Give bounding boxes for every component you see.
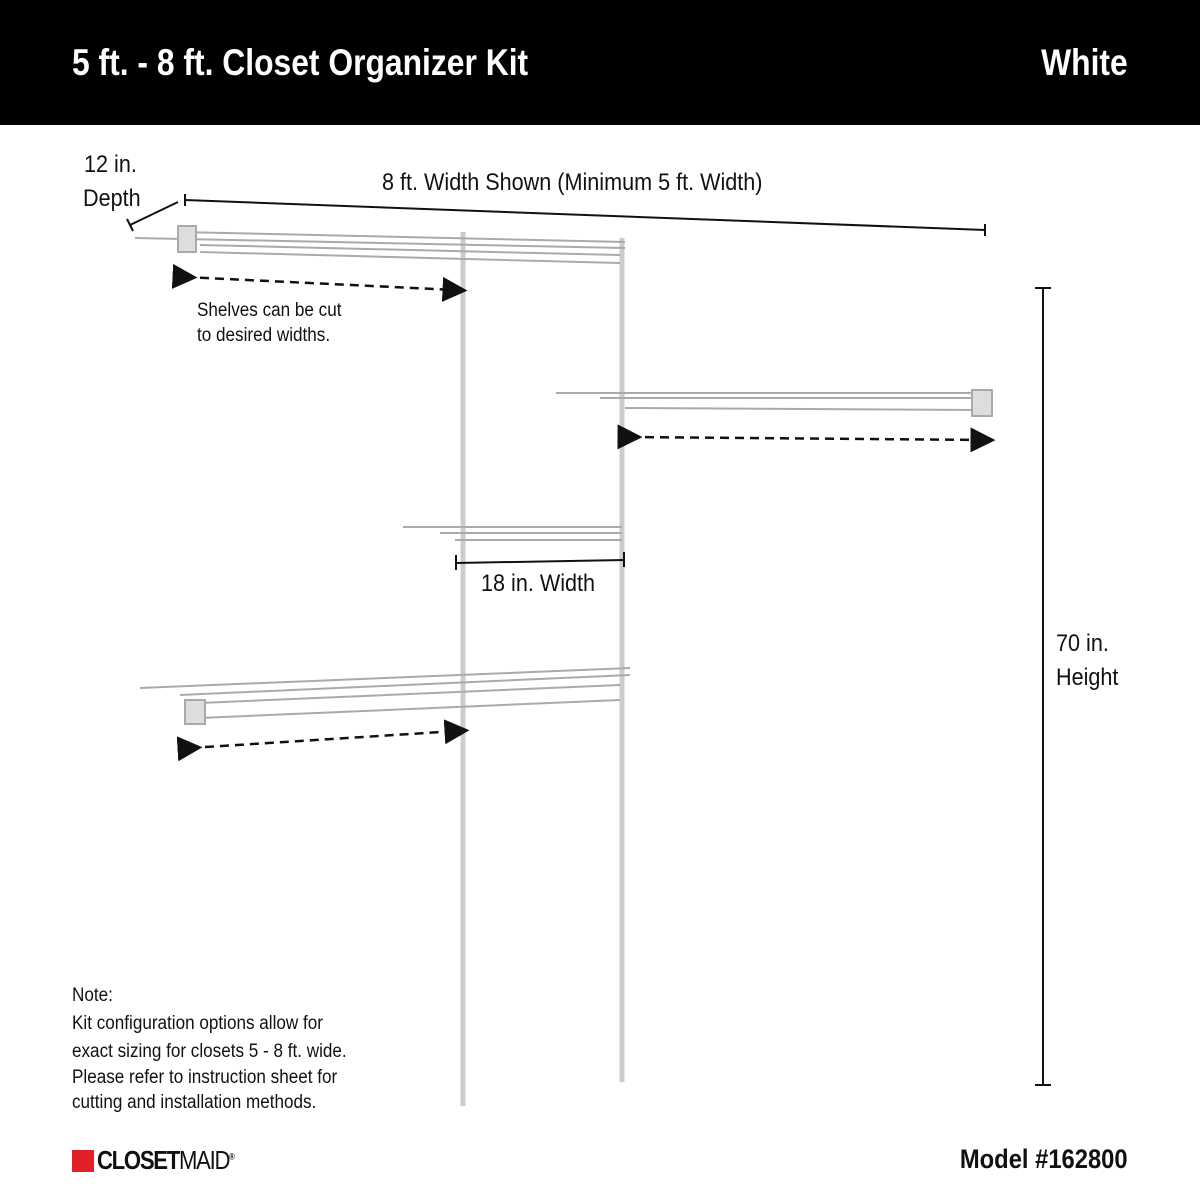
cut-note-line-1: Shelves can be cut xyxy=(197,300,342,321)
logo-red-square xyxy=(72,1150,94,1172)
note-line: exact sizing for closets 5 - 8 ft. wide. xyxy=(72,1041,347,1062)
depth-label: Depth xyxy=(83,185,141,212)
note-line: cutting and installation methods. xyxy=(72,1092,317,1113)
cut-note-line-2: to desired widths. xyxy=(197,325,331,346)
logo-text-bold: CLOSET xyxy=(97,1145,179,1175)
top-shelf xyxy=(135,226,625,263)
registered-mark: ® xyxy=(229,1151,234,1162)
color-label: White xyxy=(1041,42,1128,83)
height-label: Height xyxy=(1056,664,1119,691)
shelf-width-label: 18 in. Width xyxy=(481,570,596,597)
height-value: 70 in. xyxy=(1056,630,1109,657)
note-line: Kit configuration options allow for xyxy=(72,1013,323,1034)
note-line: Please refer to instruction sheet for xyxy=(72,1067,338,1088)
note-title: Note: xyxy=(72,985,113,1006)
width-shown-label: 8 ft. Width Shown (Minimum 5 ft. Width) xyxy=(382,169,763,196)
page-title: 5 ft. - 8 ft. Closet Organizer Kit xyxy=(72,42,529,83)
depth-value: 12 in. xyxy=(84,151,137,178)
model-number: Model #162800 xyxy=(960,1144,1128,1174)
small-shelf xyxy=(403,527,622,540)
closetmaid-logo xyxy=(72,1145,258,1176)
bottom-shelf xyxy=(140,668,630,724)
logo-text-light: MAID xyxy=(178,1145,230,1175)
